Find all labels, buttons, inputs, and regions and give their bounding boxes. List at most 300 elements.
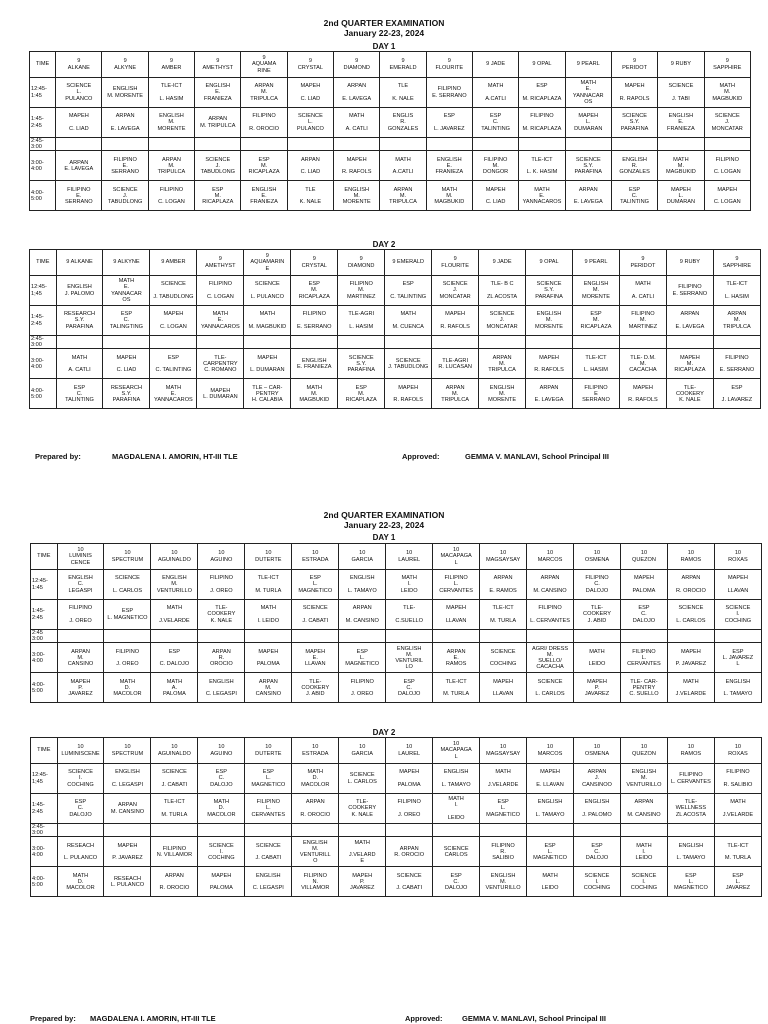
g9-day2-table [29, 249, 761, 409]
schedule-cell: SCIENCE I. COCHING [714, 600, 761, 630]
schedule-cell: SCIENCE COCHING [480, 643, 527, 673]
schedule-cell: ARPAN M. TRIPULCA [713, 306, 760, 336]
schedule-cell: FILIPINO C. LOGAN [704, 151, 750, 181]
schedule-cell: SCIENCE S.Y. PARAFINA [611, 108, 657, 138]
schedule-cell: MATH J.VELARDE [151, 600, 198, 630]
time-cell: 1:45- 2:45 [31, 794, 58, 824]
schedule-cell: MATH J.VELARDE [714, 794, 761, 824]
schedule-cell: MATH E. YANNACAR OS [103, 276, 150, 306]
schedule-cell: ARPAN M. TRIPULCA [432, 379, 479, 409]
schedule-cell: SCIENCE L. CARLOS [527, 673, 574, 703]
schedule-cell: MAPEH L. DUMARAN [565, 108, 611, 138]
schedule-cell: MATH A. CATLI [56, 349, 103, 379]
schedule-cell: ESP C. DALOJO [57, 794, 104, 824]
schedule-cell: TLE-ICT L. HASIM [148, 78, 194, 108]
schedule-cell: SCIENCE I. COCHING [57, 764, 104, 794]
schedule-cell: MATH M. MAGBUKID [426, 181, 472, 211]
schedule-cell [195, 138, 241, 151]
table-row [30, 151, 751, 181]
table-row [31, 600, 762, 630]
schedule-cell: FILIPINO C. LOGAN [197, 276, 244, 306]
schedule-cell: ESP M. RICAPLAZA [291, 276, 338, 306]
schedule-cell: ARPAN M. CANSINO [339, 600, 386, 630]
column-header: 9 PERIDOT [619, 250, 666, 276]
schedule-cell [573, 336, 620, 349]
schedule-cell: ENGLISH E. FRANIEZA [291, 349, 338, 379]
column-header: 9 OPAL [519, 52, 565, 78]
column-header: 10 RAMOS [667, 738, 714, 764]
schedule-cell: MATH LEIDO [574, 643, 621, 673]
column-header: 9 SAPPHIRE [704, 52, 750, 78]
g10-approved-label: Approved: [405, 1014, 443, 1023]
schedule-cell: TLE-ICT L. HASIM [573, 349, 620, 379]
schedule-cell: ESP M. RICAPLAZA [573, 306, 620, 336]
schedule-cell: ENGLISH E. FRANIEZA [658, 108, 704, 138]
schedule-cell: ENGLISH L. TAMAYO [433, 764, 480, 794]
schedule-cell: FILIPINO E. SERRANO [102, 151, 148, 181]
schedule-cell: MAPEH P. JAVAREZ [339, 867, 386, 897]
column-header: 10 DUTERTE [245, 544, 292, 570]
schedule-cell: TLE- C.SUELLO [386, 600, 433, 630]
schedule-cell [426, 138, 472, 151]
schedule-cell: SCIENCE J. CABATI [245, 837, 292, 867]
schedule-cell: MATH M. CUENCA [385, 306, 432, 336]
schedule-cell: ENGLISH R. GONZALES [611, 151, 657, 181]
schedule-cell: SCIENCE J. CABATI [292, 600, 339, 630]
schedule-cell: FILIPINO J. OREO [198, 570, 245, 600]
schedule-cell: ENGLISH M. VENTURILL O [292, 837, 339, 867]
schedule-cell [527, 824, 574, 837]
column-header: 10 QUEZON [620, 544, 667, 570]
time-cell: 12:45- 1;45 [31, 764, 58, 794]
schedule-cell: ARPAN R. OROCIO [386, 837, 433, 867]
schedule-cell: ARPAN E. RAMOS [433, 643, 480, 673]
schedule-cell: ARPAN M. CANSINO [620, 794, 667, 824]
schedule-cell [611, 138, 657, 151]
schedule-cell [479, 336, 526, 349]
schedule-cell: MAPEH PALOMA [386, 764, 433, 794]
schedule-cell: MATH E. YANNACAROS [197, 306, 244, 336]
column-header: 10 ESTRADA [292, 544, 339, 570]
column-header: 9 ALKANE [56, 52, 102, 78]
schedule-cell [526, 336, 573, 349]
g10-prepared-label: Prepared by: [30, 1014, 76, 1023]
column-header: 9 AMETHYST [195, 52, 241, 78]
schedule-cell [472, 138, 518, 151]
schedule-cell: SCIENCE J. CABATI [151, 764, 198, 794]
table-row [31, 837, 762, 867]
schedule-cell [148, 138, 194, 151]
schedule-cell: MAPEH R. RAPOLS [611, 78, 657, 108]
time-cell: 4:00- 5:00 [30, 181, 56, 211]
column-header: 9 OPAL [526, 250, 573, 276]
schedule-cell: ARPAN R. OROCIO [667, 570, 714, 600]
column-header: 10 MAGSAYSAY [480, 544, 527, 570]
schedule-cell: MAPEH P. JAVAREZ [667, 643, 714, 673]
schedule-cell: MATH E. YANNACAROS [150, 379, 197, 409]
schedule-cell [667, 824, 714, 837]
schedule-cell: ARPAN E. LAVEGA [56, 151, 102, 181]
schedule-cell: ARPAN E. RAMOS [480, 570, 527, 600]
schedule-cell: TLE-ICT M. TURLA [433, 673, 480, 703]
g10-prepared-name: MAGDALENA I. AMORIN, HT-III TLE [90, 1014, 216, 1023]
schedule-cell [386, 824, 433, 837]
schedule-cell: FILIPINO M. MARTINEZ [619, 306, 666, 336]
schedule-cell: FILIPINO E. SERRANO [713, 349, 760, 379]
schedule-cell: FILIPINO J. OREO [57, 600, 104, 630]
schedule-cell: ENGLISH M. VENTURILLO [480, 867, 527, 897]
schedule-cell: MAPEH L. DUMARAN [197, 379, 244, 409]
schedule-cell: MAPEH R. RAFOLS [432, 306, 479, 336]
schedule-cell: ARPAN E. LAVEGA [565, 181, 611, 211]
schedule-cell: MATH M. MAGBUKID [658, 151, 704, 181]
schedule-cell: SCIENCE J. TABUDLONG [195, 151, 241, 181]
column-header: 9 PEARL [565, 52, 611, 78]
schedule-cell: ESP C. DALOJO [574, 837, 621, 867]
schedule-cell [245, 630, 292, 643]
schedule-cell [291, 336, 338, 349]
schedule-cell: ENGLISH J. PALOMO [574, 794, 621, 824]
schedule-cell: ARPAN E. LAVEGA [526, 379, 573, 409]
column-header: 10 MAGSAYSAY [480, 738, 527, 764]
time-cell: 1:45- 2:45 [31, 600, 58, 630]
column-header: TIME [31, 738, 58, 764]
schedule-cell: ESP L. MAGNETICO [667, 867, 714, 897]
schedule-cell: FILIPINO J. OREO [104, 643, 151, 673]
table-row [31, 643, 762, 673]
column-header: 10 ROXAS [714, 544, 761, 570]
schedule-cell: FILIPINO M. RICAPLAZA [519, 108, 565, 138]
schedule-cell: ENGLISH C. LEGASPI [198, 673, 245, 703]
g10-title: 2nd QUARTER EXAMINATION [323, 510, 445, 520]
schedule-cell: TLE – CAR- PENTRY H. CALABIA [244, 379, 291, 409]
schedule-cell: MATH M. MAGBUKID [704, 78, 750, 108]
schedule-cell: ESP L. JAVAREZ [714, 867, 761, 897]
schedule-cell [432, 336, 479, 349]
table-row [31, 673, 762, 703]
schedule-cell: MATH J.VELARDE [667, 673, 714, 703]
schedule-cell: TLE-AGRI R. LUCASAN [432, 349, 479, 379]
schedule-cell [151, 824, 198, 837]
column-header: 9 CRYSTAL [287, 52, 333, 78]
column-header: TIME [30, 52, 56, 78]
schedule-cell: FILIPINO E. SERRANO [291, 306, 338, 336]
schedule-cell: ARPAN R. OROCIO [151, 867, 198, 897]
schedule-cell: AGRI/ DRESS M. SUELLO/ CACACHA [527, 643, 574, 673]
time-cell: 2:45- 3:00 [31, 824, 58, 837]
schedule-cell: ESP L. MAGNETICO [527, 837, 574, 867]
g10-day1-table [30, 543, 762, 703]
schedule-cell: SCIENCE J. TABUDLONG [385, 349, 432, 379]
column-header: 10 DUTERTE [245, 738, 292, 764]
schedule-cell: ARPAN M. CANSINO [57, 643, 104, 673]
column-header: 9 EMERALD [385, 250, 432, 276]
column-header: 10 ROXAS [714, 738, 761, 764]
schedule-cell: FILIPINO R. OROCIO [241, 108, 287, 138]
column-header: 9 PERIDOT [611, 52, 657, 78]
column-header: 9 AMBER [148, 52, 194, 78]
schedule-cell: TLE-ICT M. TURLA [714, 837, 761, 867]
schedule-cell: ENGLISH M. MORENTE [479, 379, 526, 409]
schedule-cell [103, 336, 150, 349]
schedule-cell: ESP C. TALINTING [472, 108, 518, 138]
schedule-cell: ARPAN M. TRIPULCA [241, 78, 287, 108]
schedule-cell: ENGLISH M. VENTURILLO [620, 764, 667, 794]
column-header: 10 LUMINISCENE [57, 738, 104, 764]
table-row [30, 108, 751, 138]
schedule-cell: SCIENCE J. TABUDLONG [150, 276, 197, 306]
time-cell: 12:45- 1:45 [30, 78, 56, 108]
column-header: 10 SPECTRUM [104, 738, 151, 764]
schedule-cell: ARPAN M. TRIPULCA [380, 181, 426, 211]
schedule-cell: FILIPINO L. CERVANTES [667, 764, 714, 794]
column-header: 10 MACAPAGA L [433, 738, 480, 764]
schedule-cell: MATH J.VELARD E [339, 837, 386, 867]
schedule-cell: MATH I. LEIDO [386, 570, 433, 600]
schedule-cell: MAPEH R. RAFOLS [385, 379, 432, 409]
column-header: 9 JADE [472, 52, 518, 78]
schedule-cell: TLE-ICT M. TURLA [480, 600, 527, 630]
schedule-cell: ARPAN J. CANSINOO [574, 764, 621, 794]
schedule-cell: ENGLISH L. TAMAYO [667, 837, 714, 867]
schedule-cell: ESP M. RICAPLAZA [519, 78, 565, 108]
schedule-cell: MATH A. PALOMA [151, 673, 198, 703]
schedule-cell [198, 630, 245, 643]
schedule-cell: MATH M. MAGBUKID [291, 379, 338, 409]
schedule-cell: MAPEH C. LIAD [56, 108, 102, 138]
schedule-cell: ENGLIS R. GONZALES [380, 108, 426, 138]
schedule-cell: SCIENCE S.Y. PARAFINA [338, 349, 385, 379]
schedule-cell [292, 630, 339, 643]
schedule-cell: SCIENCE J. TABUDLONG [102, 181, 148, 211]
schedule-cell: ENGLISH E. FRANIEZA [426, 151, 472, 181]
schedule-cell [245, 824, 292, 837]
schedule-cell [380, 138, 426, 151]
schedule-cell: MAPEH LLAVAN [714, 570, 761, 600]
schedule-cell: ESP C. TALINTING [385, 276, 432, 306]
schedule-cell: FILIPINO L. CERVANTES [620, 643, 667, 673]
schedule-cell: SCIENCE I. COCHING [620, 867, 667, 897]
schedule-cell: MAPEH P. JAVAREZ [574, 673, 621, 703]
time-cell: 2:45- 3:00 [30, 336, 57, 349]
schedule-cell: ESP L. MAGNETICO [245, 764, 292, 794]
schedule-cell: FILIPINO M. DONGOR [472, 151, 518, 181]
schedule-cell: TLE-AGRI L. HASIM [338, 306, 385, 336]
schedule-cell: ENGLISH E. FRANIEZA [241, 181, 287, 211]
schedule-cell [658, 138, 704, 151]
schedule-cell: TLE-ICT M. TURLA [245, 570, 292, 600]
time-cell: 12:45- 1;45 [30, 276, 57, 306]
schedule-cell: ESP J. LAVAREZ [713, 379, 760, 409]
schedule-cell: ENGLISH E. FRANIEZA [195, 78, 241, 108]
g9-day1-label: DAY 1 [372, 42, 396, 51]
g9-title: 2nd QUARTER EXAMINATION [323, 18, 445, 28]
schedule-cell: MATH A. CATLI [334, 108, 380, 138]
schedule-cell: MAPEH PALOMA [198, 867, 245, 897]
schedule-cell: SCIENCE I. COCHING [574, 867, 621, 897]
time-cell: 1:45- 2:45 [30, 108, 56, 138]
column-header: 9 ALKYNE [103, 250, 150, 276]
schedule-cell: ESP C. DALOJO [151, 643, 198, 673]
schedule-cell: MAPEH PALOMA [620, 570, 667, 600]
column-header: 9 PEARL [573, 250, 620, 276]
schedule-cell [241, 138, 287, 151]
schedule-cell: TLE- WELLNESS ZL ACOSTA [667, 794, 714, 824]
column-header: 10 AGUINALDO [151, 544, 198, 570]
schedule-cell [704, 138, 750, 151]
schedule-cell: RESEARCH S.Y. PARAFINA [56, 306, 103, 336]
table-row [30, 78, 751, 108]
column-header: 10 LAUREL [386, 738, 433, 764]
schedule-cell: ENGLISH M. MORENTE [334, 181, 380, 211]
schedule-cell: MATH D. MACOLOR [198, 794, 245, 824]
table-row [31, 867, 762, 897]
schedule-cell: MATH J.VELARDE [480, 764, 527, 794]
schedule-cell: ARPAN E. LAVEGA [102, 108, 148, 138]
schedule-cell: MAPEH C. LIAD [103, 349, 150, 379]
column-header: 10 QUEZON [620, 738, 667, 764]
schedule-cell: MAPEH P. JAVAREZ [57, 673, 104, 703]
schedule-cell: ESP C. TALINTING [56, 379, 103, 409]
schedule-cell: FILIPINO N. VILLAMOR [151, 837, 198, 867]
schedule-cell: MATH D. MACOLOR [292, 764, 339, 794]
schedule-cell: FILIPINO N. VILLAMOR [292, 867, 339, 897]
time-cell: 12:45- 1:45 [31, 570, 58, 600]
g9-prepared-name: MAGDALENA I. AMORIN, HT-III TLE [112, 452, 238, 461]
schedule-cell [480, 824, 527, 837]
schedule-cell [287, 138, 333, 151]
schedule-cell: MAPEH C. LIAD [472, 181, 518, 211]
schedule-cell: FILIPINO L. CERVANTES [527, 600, 574, 630]
schedule-cell: FILIPINO R. SALIBIO [714, 764, 761, 794]
column-header: 9 CRYSTAL [291, 250, 338, 276]
table-row [30, 379, 761, 409]
column-header: 10 MACAPAGA L [433, 544, 480, 570]
schedule-cell: ENGLISH C. LEGASPI [245, 867, 292, 897]
column-header: 10 RAMOS [667, 544, 714, 570]
schedule-cell: ENGLISH M. MORENTE [526, 306, 573, 336]
schedule-cell: MATH M. MAGBUKID [244, 306, 291, 336]
column-header: 10 ESTRADA [292, 738, 339, 764]
schedule-cell [197, 336, 244, 349]
schedule-cell [574, 824, 621, 837]
schedule-cell: ENGLISH L. TAMAYO [339, 570, 386, 600]
schedule-cell: ENGLISH M. MORENTE [148, 108, 194, 138]
table-row [30, 138, 751, 151]
g10-approved-name: GEMMA V. MANLAVI, School Principal III [462, 1014, 606, 1023]
time-cell: 4:00- 5:00 [31, 867, 58, 897]
schedule-cell: MAPEH L. DUMARAN [244, 349, 291, 379]
column-header: 9 AMBER [150, 250, 197, 276]
table-row [30, 306, 761, 336]
schedule-cell: ENGLISH L. TAMAYO [714, 673, 761, 703]
schedule-cell: SCIENCE S.Y. PARAFINA [526, 276, 573, 306]
schedule-cell: SCIENCE L. PULANCO [244, 276, 291, 306]
schedule-cell: MATH LEIDO [527, 867, 574, 897]
schedule-cell: ESP C. DALOJO [620, 600, 667, 630]
schedule-cell [104, 630, 151, 643]
schedule-cell: ARPAN M. CANSINO [104, 794, 151, 824]
schedule-cell [565, 138, 611, 151]
g10-day2-table [30, 737, 762, 897]
schedule-cell: ESP C. DALOJO [198, 764, 245, 794]
schedule-cell: ARPAN C. LIAD [287, 151, 333, 181]
column-header: 9 RUBY [658, 52, 704, 78]
schedule-cell: TLE-ICT L. K. HASIM [519, 151, 565, 181]
schedule-cell: ESP C. TALINGTING [103, 306, 150, 336]
time-cell: 4:00- 5:00 [30, 379, 57, 409]
column-header: 9 AQUAMARIN E [244, 250, 291, 276]
schedule-cell: ESP L. JAVAREZ L [714, 643, 761, 673]
schedule-cell [334, 138, 380, 151]
g9-dates: January 22-23, 2024 [343, 28, 425, 38]
table-row [30, 276, 761, 306]
time-cell: 2:45- 3:00 [30, 138, 56, 151]
column-header: 9 FLOURITE [426, 52, 472, 78]
schedule-cell: TLE- COOKERY J. ABID [292, 673, 339, 703]
g10-dates: January 22-23, 2024 [343, 520, 425, 530]
schedule-cell: ESP L. MAGNETICO [480, 794, 527, 824]
schedule-cell: FILIPINO J. OREO [386, 794, 433, 824]
schedule-cell: ENGLISH M. MORENTE [573, 276, 620, 306]
schedule-cell [433, 824, 480, 837]
schedule-cell: FILIPINO R. SALIBIO [480, 837, 527, 867]
time-cell: 3:00- 4:00 [30, 151, 56, 181]
table-row [31, 824, 762, 837]
schedule-cell [151, 630, 198, 643]
schedule-cell: ARPAN M. CANSINO [245, 673, 292, 703]
schedule-cell: MAPEH L. DUMARAN [658, 181, 704, 211]
schedule-cell: ESP C. TALINTING [150, 349, 197, 379]
schedule-cell [339, 630, 386, 643]
schedule-cell: MATH I. LEIDO [620, 837, 667, 867]
column-header: 9 FLOURITE [432, 250, 479, 276]
schedule-cell: TLE- COOKERY K. NALE [198, 600, 245, 630]
schedule-cell: SCIENCE L. PULANCO [287, 108, 333, 138]
schedule-cell: ENGLISH M. MORENTE [102, 78, 148, 108]
schedule-cell [519, 138, 565, 151]
schedule-cell [150, 336, 197, 349]
schedule-cell [666, 336, 713, 349]
schedule-cell: MAPEH PALOMA [245, 643, 292, 673]
schedule-cell [56, 336, 103, 349]
time-cell: 4:00- 5:00 [31, 673, 58, 703]
column-header: TIME [31, 544, 58, 570]
schedule-cell: MATH D. MACOLOR [57, 867, 104, 897]
column-header: TIME [30, 250, 57, 276]
schedule-cell: ENGLISH C. LEGASPI [57, 570, 104, 600]
schedule-cell: RESEARCH S.Y. PARAFINA [103, 379, 150, 409]
table-row [30, 349, 761, 379]
column-header: 10 MARCOS [527, 738, 574, 764]
time-cell: 3:00- 4:00 [31, 837, 58, 867]
schedule-cell: ARPAN M. TRIPULCA [195, 108, 241, 138]
schedule-cell: TLE- B C ZL ACOSTA [479, 276, 526, 306]
table-row [31, 630, 762, 643]
g9-approved-label: Approved: [402, 452, 440, 461]
column-header: 10 LAUREL [386, 544, 433, 570]
schedule-cell [57, 824, 104, 837]
schedule-cell: FILIPINO E. SERRANO [56, 181, 102, 211]
schedule-cell: ARPAN M. TRIPULCA [148, 151, 194, 181]
schedule-cell: TLE- COOKERY K. NALE [666, 379, 713, 409]
schedule-cell: ESP M. RICAPLAZA [195, 181, 241, 211]
schedule-cell [244, 336, 291, 349]
schedule-cell: TLE-ICT M. TURLA [151, 794, 198, 824]
schedule-cell: MAPEH LLAVAN [433, 600, 480, 630]
schedule-cell: SCIENCE CARLOS [433, 837, 480, 867]
schedule-cell [620, 824, 667, 837]
